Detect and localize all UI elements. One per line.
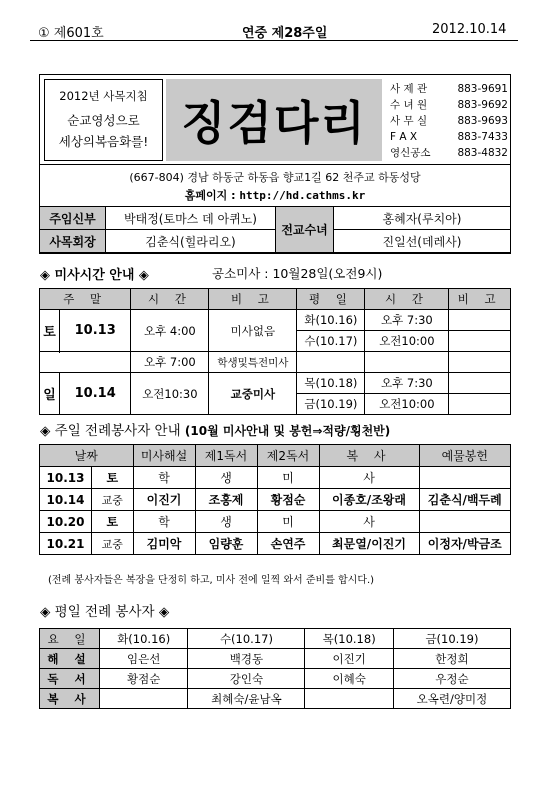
role-label: 해 설 xyxy=(40,649,100,669)
weekday-time: 오후 7:30 xyxy=(365,373,449,394)
server-name xyxy=(305,689,393,709)
motto-year: 2012년 사목지침 xyxy=(59,89,148,103)
weekend-date: 10.14 xyxy=(60,373,131,415)
column-header: 복 사 xyxy=(319,445,419,467)
contact-row xyxy=(390,129,508,145)
weekday-note xyxy=(449,373,511,394)
servers-section xyxy=(40,419,390,439)
server-name: 임량훈 xyxy=(195,533,257,555)
sisters-label: 전교수녀 xyxy=(276,207,334,253)
column-header: 예물봉헌 xyxy=(419,445,511,467)
mass-time: 오전10:30 xyxy=(131,373,209,415)
server-name: 이종호/조왕래 xyxy=(319,489,419,511)
weekday-date: 목(10.18) xyxy=(297,373,365,394)
council-label: 사목회장 xyxy=(40,230,106,253)
day-header: 수(10.17) xyxy=(188,629,305,649)
divider xyxy=(40,164,510,165)
server-date: 10.20 xyxy=(40,511,92,533)
server-type: 교중 xyxy=(92,533,134,555)
column-header: 날짜 xyxy=(40,445,134,467)
column-header: 제1독서 xyxy=(195,445,257,467)
mass-note: 학생및특전미사 xyxy=(209,352,297,373)
weekday-date: 화(10.16) xyxy=(297,310,365,331)
weekend-date: 10.13 xyxy=(60,310,131,352)
column-header: 비 고 xyxy=(449,289,511,310)
server-name: 임은선 xyxy=(100,649,188,669)
weekend-day: 토 xyxy=(40,310,60,352)
merged-cell: 미 xyxy=(257,467,319,489)
address: (667-804) 경남 하동군 하동읍 향교1길 62 천주교 하동성당 xyxy=(129,171,421,184)
column-header: 제2독서 xyxy=(257,445,319,467)
header-rule xyxy=(30,40,518,41)
mass-time: 오후 4:00 xyxy=(131,310,209,352)
column-header: 시 간 xyxy=(131,289,209,310)
server-name: 조홍제 xyxy=(195,489,257,511)
contact-list xyxy=(390,81,508,161)
mass-note: 미사없음 xyxy=(209,310,297,352)
motto-line: 세상의복음화를! xyxy=(58,134,149,149)
merged-cell: 사 xyxy=(319,467,419,489)
server-name: 강인숙 xyxy=(188,669,305,689)
sister-name: 진일선(데레사) xyxy=(334,230,511,253)
server-name: 김미악 xyxy=(133,533,195,555)
column-header: 주 말 xyxy=(40,289,131,310)
weekend-day: 일 xyxy=(40,373,60,415)
staff-table xyxy=(39,206,511,253)
weekday-date: 금(10.19) xyxy=(297,394,365,415)
server-name: 이정자/박금조 xyxy=(419,533,511,555)
server-date: 10.13 xyxy=(40,467,92,489)
server-name xyxy=(100,689,188,709)
column-header: 시 간 xyxy=(365,289,449,310)
contact-number: 883-7433 xyxy=(457,131,508,143)
server-name: 이진기 xyxy=(305,649,393,669)
server-name: 우정순 xyxy=(393,669,510,689)
server-name: 이진기 xyxy=(133,489,195,511)
mass-section-title: ◈ 미사시간 안내 ◈ xyxy=(40,268,149,283)
weekday-note xyxy=(449,394,511,415)
contact-number: 883-4832 xyxy=(457,147,508,159)
contact-label: 영신공소 xyxy=(390,147,431,159)
weekday-servers-table xyxy=(39,628,511,709)
servers-section-sub: (10월 미사안내 및 봉헌⇒적량/횡천반) xyxy=(184,424,391,438)
merged-cell: 사 xyxy=(319,511,419,533)
server-name: 황점순 xyxy=(257,489,319,511)
pastor-label: 주임신부 xyxy=(40,207,106,230)
server-name: 최문열/이진기 xyxy=(319,533,419,555)
contact-label: F A X xyxy=(390,131,418,143)
mass-note: 교중미사 xyxy=(209,373,297,415)
mass-time: 오후 7:00 xyxy=(131,352,209,373)
homepage-label: 홈페이지 : xyxy=(184,189,240,202)
day-header: 화(10.16) xyxy=(100,629,188,649)
server-name: 백경동 xyxy=(188,649,305,669)
weekday-note xyxy=(449,331,511,352)
weekday-time: 오전10:00 xyxy=(365,331,449,352)
contact-row xyxy=(390,113,508,129)
server-date: 10.21 xyxy=(40,533,92,555)
weekday-time: 오전10:00 xyxy=(365,394,449,415)
contact-number: 883-9693 xyxy=(457,115,508,127)
merged-cell: 미 xyxy=(257,511,319,533)
homepage-link[interactable]: http://hd.cathms.kr xyxy=(239,189,366,202)
server-name: 최혜숙/윤남옥 xyxy=(188,689,305,709)
server-name: 황점순 xyxy=(100,669,188,689)
server-date: 10.14 xyxy=(40,489,92,511)
sunday-servers-table xyxy=(39,444,511,555)
column-header: 비 고 xyxy=(209,289,297,310)
day-header: 목(10.18) xyxy=(305,629,393,649)
banner-box xyxy=(39,74,511,254)
gongso-mass-note: 공소미사 : 10월28일(오전9시) xyxy=(212,266,383,281)
merged-cell: 생 xyxy=(195,467,257,489)
motto-line: 순교영성으로 xyxy=(67,113,140,128)
role-label: 독 서 xyxy=(40,669,100,689)
server-type: 토 xyxy=(92,511,134,533)
day-header: 금(10.19) xyxy=(393,629,510,649)
issue-number: ① 제601호 xyxy=(38,26,104,41)
council-name: 김춘식(힐라리오) xyxy=(106,230,276,253)
contact-row xyxy=(390,81,508,97)
server-name: 한정희 xyxy=(393,649,510,669)
merged-cell: 학 xyxy=(133,467,195,489)
day-header-label: 요 일 xyxy=(40,629,100,649)
column-header: 평 일 xyxy=(297,289,365,310)
issue-date: 2012.10.14 xyxy=(432,22,507,37)
contact-label: 수 녀 원 xyxy=(390,99,428,111)
weekday-note xyxy=(449,310,511,331)
pastor-name: 박태정(토마스 데 아퀴노) xyxy=(106,207,276,230)
server-type: 교중 xyxy=(92,489,134,511)
sister-name: 홍혜자(루치아) xyxy=(334,207,511,230)
servers-footnote: (전례 봉사자들은 복장을 단정히 하고, 미사 전에 일찍 와서 준비를 합시다.) xyxy=(48,575,375,586)
weekday-time: 오후 7:30 xyxy=(365,310,449,331)
contact-label: 사 제 관 xyxy=(390,83,428,95)
server-name: 손연주 xyxy=(257,533,319,555)
contact-number: 883-9692 xyxy=(457,99,508,111)
bulletin-title-box xyxy=(166,79,382,161)
weekday-servers-title: ◈ 평일 전례 봉사자 ◈ xyxy=(40,604,170,620)
contact-row xyxy=(390,145,508,161)
server-name: 이혜숙 xyxy=(305,669,393,689)
column-header: 미사해설 xyxy=(133,445,195,467)
mass-schedule-table xyxy=(39,288,511,415)
contact-label: 사 무 실 xyxy=(390,115,428,127)
bulletin-title: 징검다리 xyxy=(181,96,367,150)
contact-number: 883-9691 xyxy=(457,83,508,95)
server-type: 토 xyxy=(92,467,134,489)
merged-cell: 학 xyxy=(133,511,195,533)
server-name: 김춘식/백두례 xyxy=(419,489,511,511)
role-label: 복 사 xyxy=(40,689,100,709)
weekday-date: 수(10.17) xyxy=(297,331,365,352)
contact-row xyxy=(390,97,508,113)
server-name: 오옥련/양미정 xyxy=(393,689,510,709)
pastoral-motto-box xyxy=(44,79,163,161)
merged-cell: 생 xyxy=(195,511,257,533)
servers-section-title: ◈ 주일 전례봉사자 안내 xyxy=(40,423,181,439)
homepage xyxy=(40,187,510,203)
liturgical-week: 연중 제28주일 xyxy=(242,26,328,41)
